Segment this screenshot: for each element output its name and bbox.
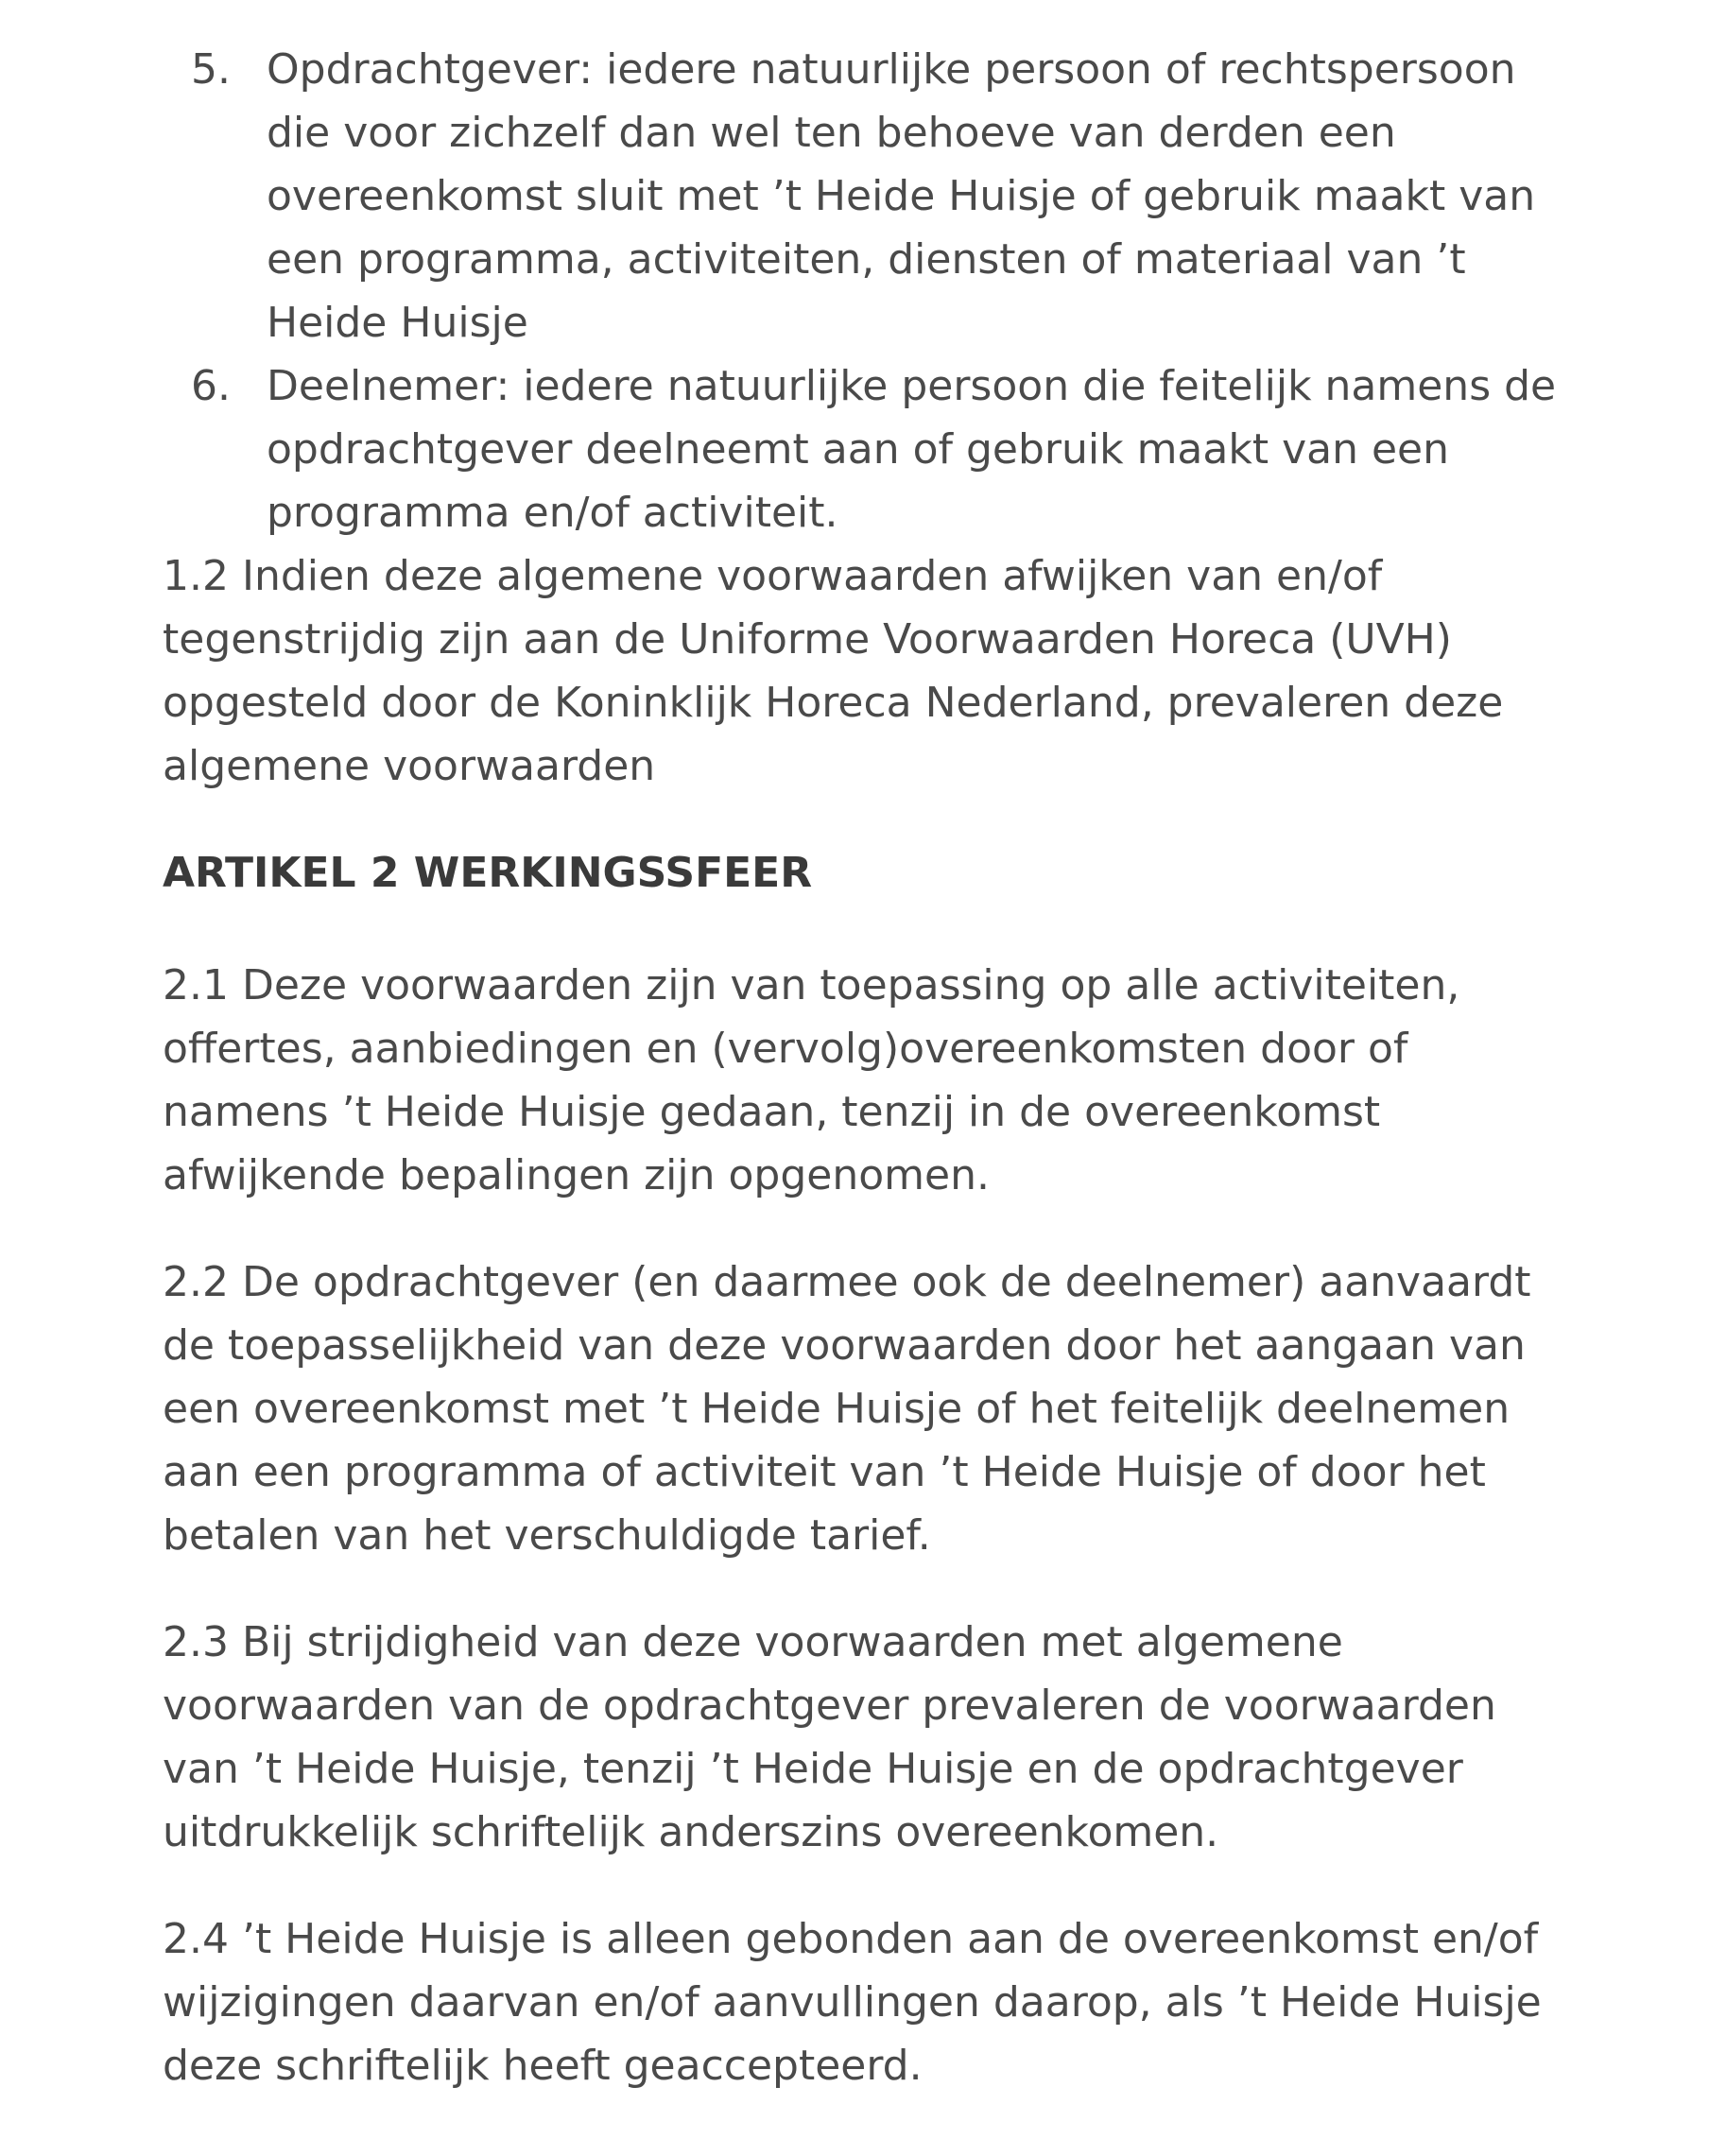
clause-2-4: 2.4 ’t Heide Huisje is alleen gebonden aan de overeenkomst en/of wijzigingen daarvan en/of aanvullingen daarop, als ’t Heide Huisje deze schriftelijk heeft geaccepteerd.	[163, 1915, 1542, 2090]
clause-2-2: 2.2 De opdrachtgever (en daarmee ook de deelnemer) aanvaardt de toepasselijkheid van deze voorwaarden door het aangaan van een overeenkomst met ’t Heide Huisje of het feitelijk deelnemen aan een programma of activiteit van ’t Heide Huisje of door het betalen van het verschuldigde tarief.	[163, 1258, 1531, 1560]
terms-document	[163, 38, 1580, 2097]
clause-1-2: 1.2 Indien deze algemene voorwaarden afwijken van en/of tegenstrijdig zijn aan de Uniforme Voorwaarden Horeca (UVH) opgesteld door de Koninklijk Horeca Nederland, prevaleren deze algemene voorwaarden	[163, 552, 1504, 790]
list-item-number: 5.	[191, 45, 231, 94]
list-item-number: 6.	[191, 362, 231, 410]
article-2-heading: ARTIKEL 2 WERKINGSSFEER	[163, 849, 813, 897]
clause-2-1: 2.1 Deze voorwaarden zijn van toepassing op alle activiteiten, offertes, aanbiedingen en (vervolg)overeenkomsten door of namens ’t Heide Huisje gedaan, tenzij in de overeenkomst afwijkende bepalingen zijn opgenomen.	[163, 961, 1460, 1199]
list-item	[163, 38, 1580, 354]
list-item-text: Opdrachtgever: iedere natuurlijke persoon of rechtspersoon die voor zichzelf dan wel ten behoeve van derden een overeenkomst sluit met ’t Heide Huisje of gebruik maakt van een programma, activiteiten, diensten of materiaal van ’t Heide Huisje	[267, 45, 1536, 347]
definitions-list	[163, 38, 1580, 544]
list-item	[163, 354, 1580, 544]
list-item-text: Deelnemer: iedere natuurlijke persoon die feitelijk namens de opdrachtgever deelneemt aan of gebruik maakt van een programma en/of activiteit.	[267, 362, 1557, 537]
clause-2-3: 2.3 Bij strijdigheid van deze voorwaarden met algemene voorwaarden van de opdrachtgever prevaleren de voorwaarden van ’t Heide Huisje, tenzij ’t Heide Huisje en de opdrachtgever uitdrukkelijk schriftelijk anderszins overeenkomen.	[163, 1618, 1496, 1856]
